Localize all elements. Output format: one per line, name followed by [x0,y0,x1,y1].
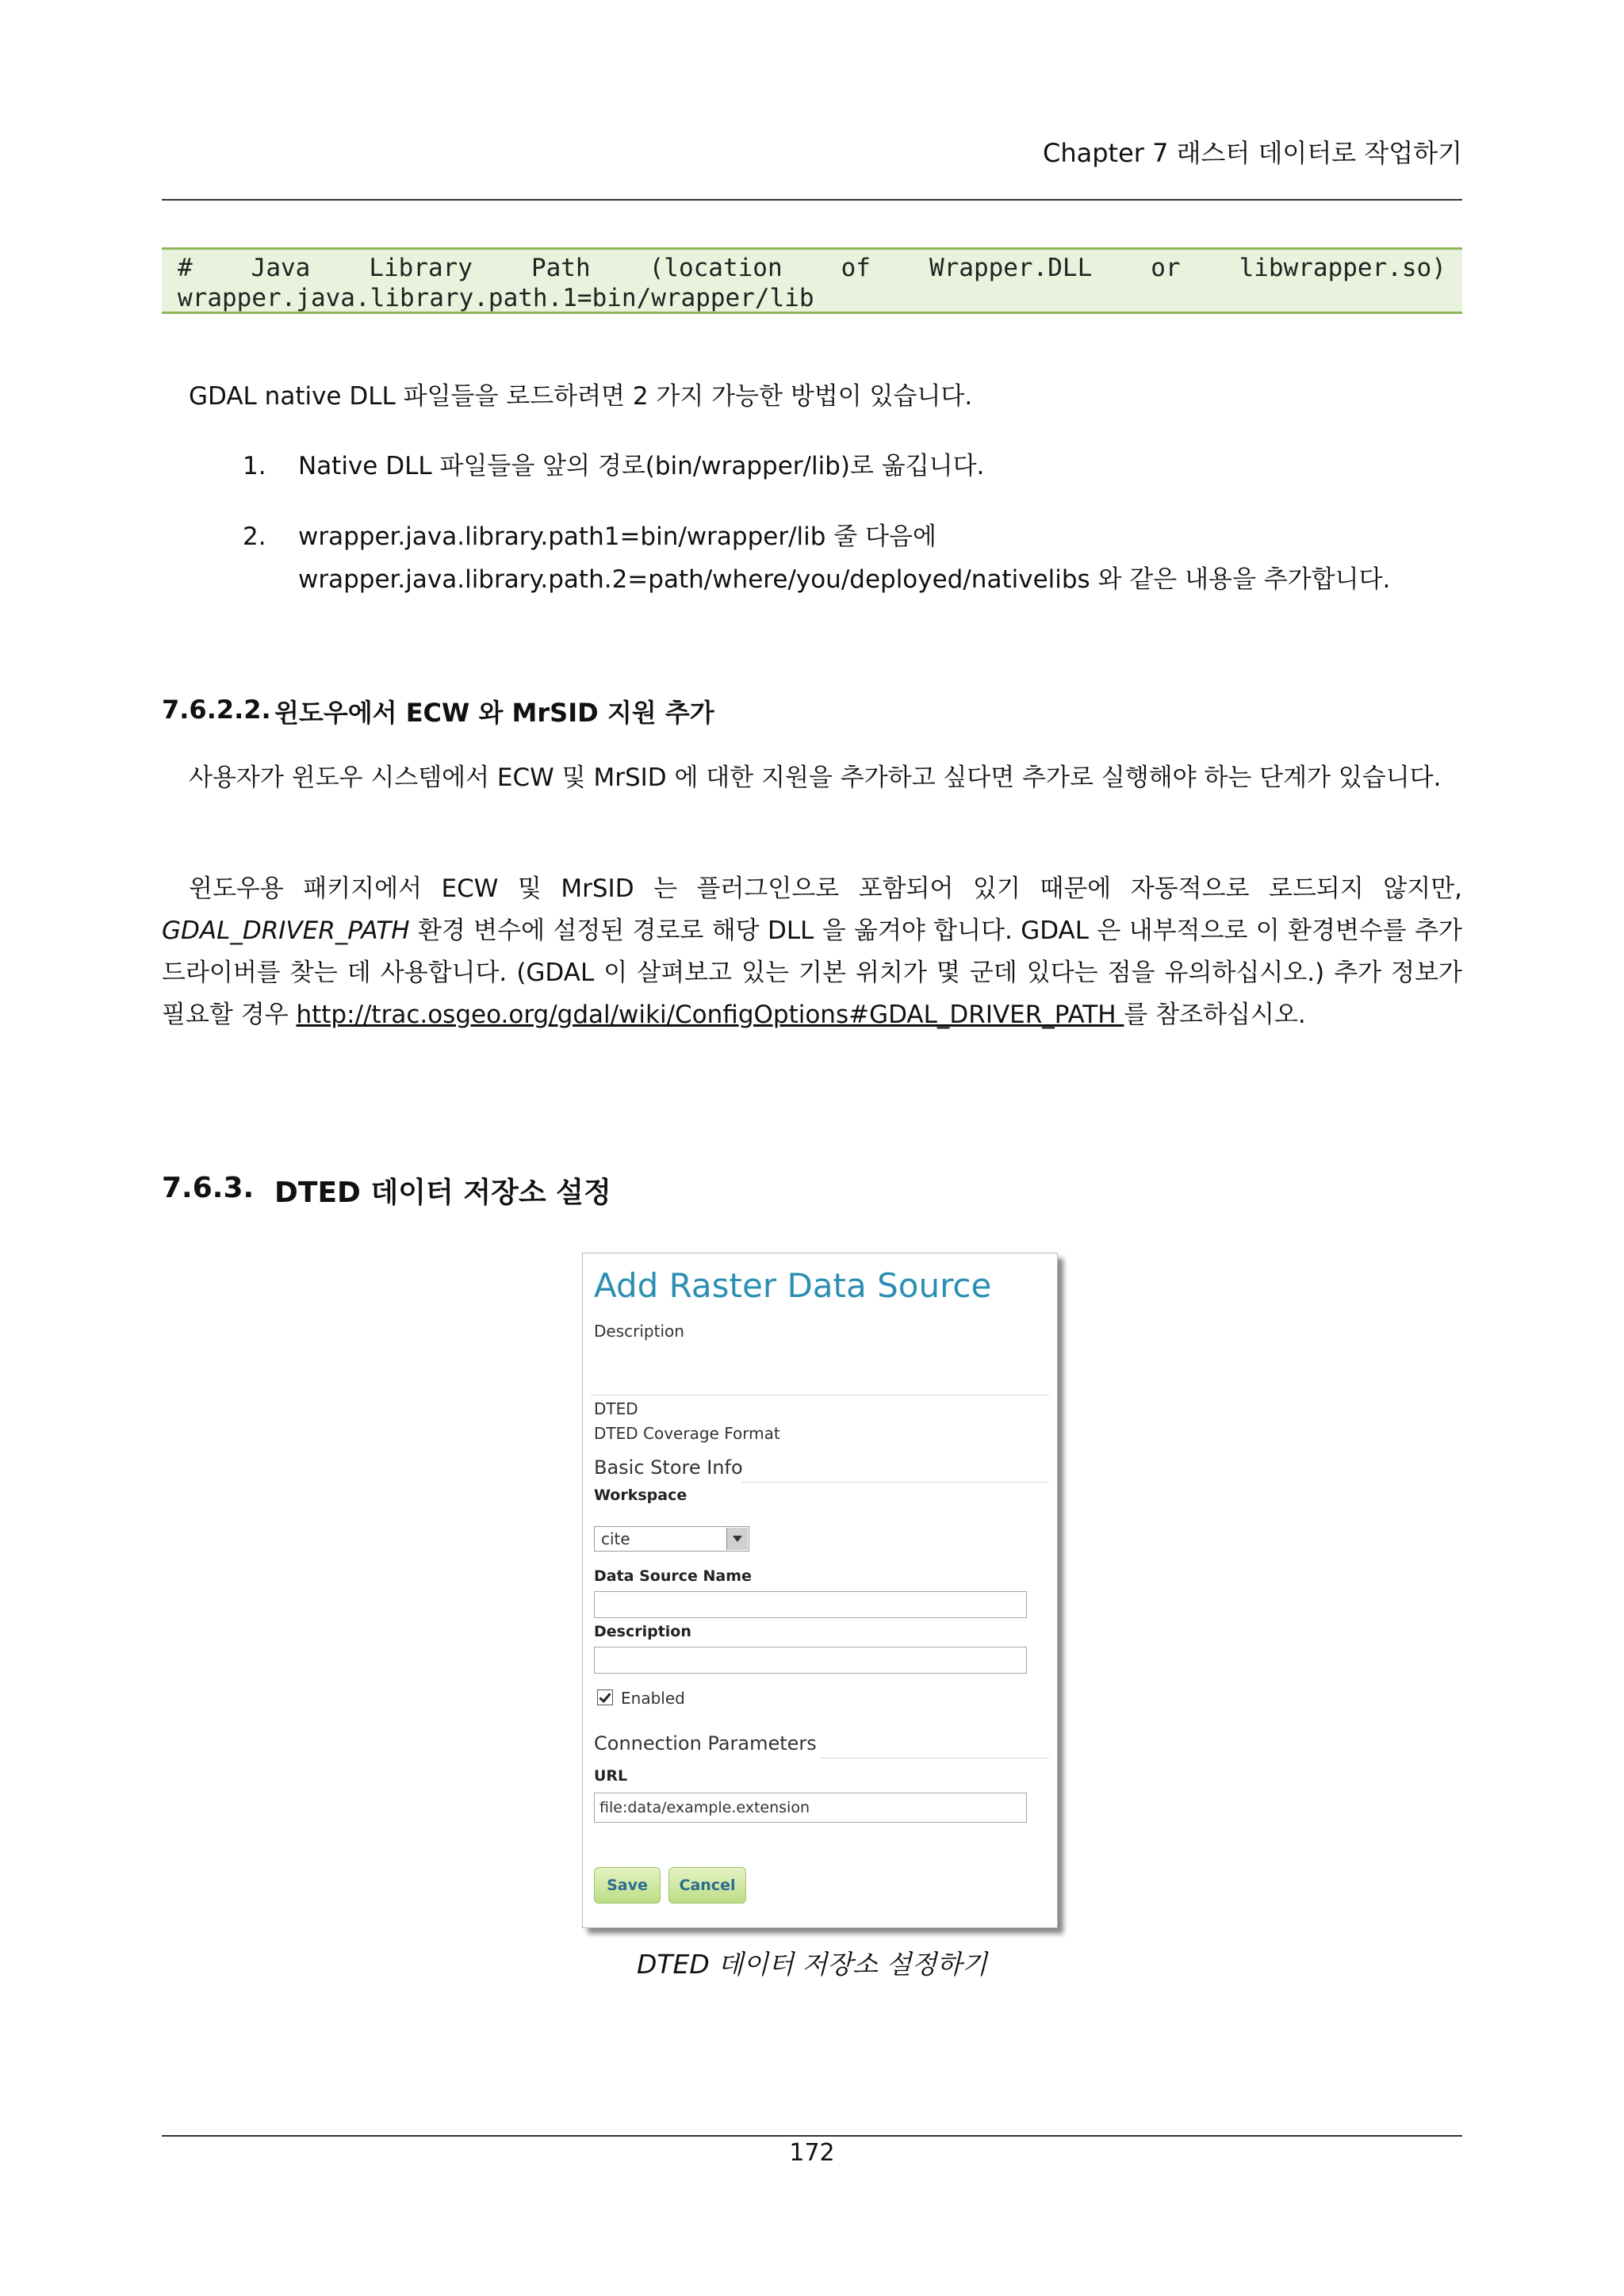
code-token: or [1151,254,1181,282]
header-rule [162,199,1462,201]
cancel-button[interactable]: Cancel [668,1867,746,1904]
data-source-name-input[interactable] [594,1591,1027,1618]
description-label: Description [594,1322,684,1341]
data-source-name-label: Data Source Name [594,1567,752,1585]
code-line-setting: wrapper.java.library.path.1=bin/wrapper/lib [178,284,814,312]
store-type-description: DTED Coverage Format [594,1424,780,1443]
connection-parameters-heading: Connection Parameters [594,1732,817,1755]
list-item-text: wrapper.java.library.path1=bin/wrapper/lib 줄 다음에 [298,522,936,551]
list-number: 1. [243,452,266,480]
basic-store-info-heading: Basic Store Info [594,1456,743,1479]
paragraph-text: 를 참조하십시오. [1124,1001,1306,1029]
workspace-select[interactable] [594,1526,749,1552]
env-variable-name: GDAL_DRIVER_PATH [162,916,410,945]
section-title: 윈도우에서 ECW 와 MrSID 지원 추가 [274,698,714,728]
section-paragraph: 사용자가 윈도우 시스템에서 ECW 및 MrSID 에 대한 지원을 추가하고 싶다면 추가로 실행해야 하는 단계가 있습니다. [189,763,1442,792]
add-raster-data-source-screenshot [582,1253,1058,1928]
panel-title: Add Raster Data Source [594,1266,992,1305]
config-options-link[interactable]: http://trac.osgeo.org/gdal/wiki/ConfigOptions#GDAL_DRIVER_PATH [296,1001,1124,1029]
code-token: Library [369,254,473,282]
save-button[interactable]: Save [594,1867,661,1904]
code-token: Path [530,254,591,282]
paragraph-text: 윈도우용 패키지에서 ECW 및 MrSID 는 플러그인으로 포함되어 있기 때문에 자동적으로 로드되지 않지만, [189,874,1462,903]
divider [741,1482,1049,1483]
code-token: # [178,254,193,282]
code-token: (location [649,254,783,282]
url-label: URL [594,1767,628,1785]
section-number: 7.6.2.2. [162,695,271,725]
list-item-text: Native DLL 파일들을 앞의 경로(bin/wrapper/lib)로 옮깁니다. [298,452,985,480]
description-field-label: Description [594,1623,691,1640]
figure-caption: DTED 데이터 저장소 설정하기 [636,1949,988,1980]
code-line-comment [178,253,1446,283]
code-token: libwrapper.so) [1239,254,1446,282]
dropdown-arrow-icon[interactable] [726,1528,748,1550]
url-input[interactable] [594,1793,1027,1823]
code-token: of [841,254,871,282]
enabled-label: Enabled [621,1689,685,1708]
page-number: 172 [789,2139,835,2167]
chapter-header: Chapter 7 래스터 데이터로 작업하기 [1042,138,1462,168]
code-token: Java [251,254,311,282]
paragraph-text: 환경 변수에 설정된 경로로 해당 DLL 을 옮겨야 합니다. GDAL 은 내부적으로 이 환경변수를 추가 드라이버를 찾는 데 사용합니다. (GDAL 이 살펴보고 있는 기본 위치가 몇 군데 있다는 점을 유의하십시오.) 추가 정보가 필요할 경우 [162,916,1462,1029]
list-number: 2. [243,522,266,551]
code-block [162,247,1462,314]
store-type-name: DTED [594,1399,638,1418]
workspace-select-value: cite [601,1529,630,1548]
intro-paragraph: GDAL native DLL 파일들을 로드하려면 2 가지 가능한 방법이 있습니다. [189,382,973,411]
enabled-checkbox[interactable] [597,1689,613,1705]
url-input-value: file:data/example.extension [599,1799,810,1816]
code-token: Wrapper.DLL [929,254,1093,282]
section-title: DTED 데이터 저장소 설정 [274,1177,611,1209]
list-item-text-continued: wrapper.java.library.path.2=path/where/you/deployed/nativelibs 와 같은 내용을 추가합니다. [298,565,1391,594]
section-paragraph [162,868,1462,1036]
description-input[interactable] [594,1647,1027,1674]
workspace-label: Workspace [594,1487,688,1504]
section-number: 7.6.3. [162,1172,255,1204]
footer-rule [162,2135,1462,2137]
